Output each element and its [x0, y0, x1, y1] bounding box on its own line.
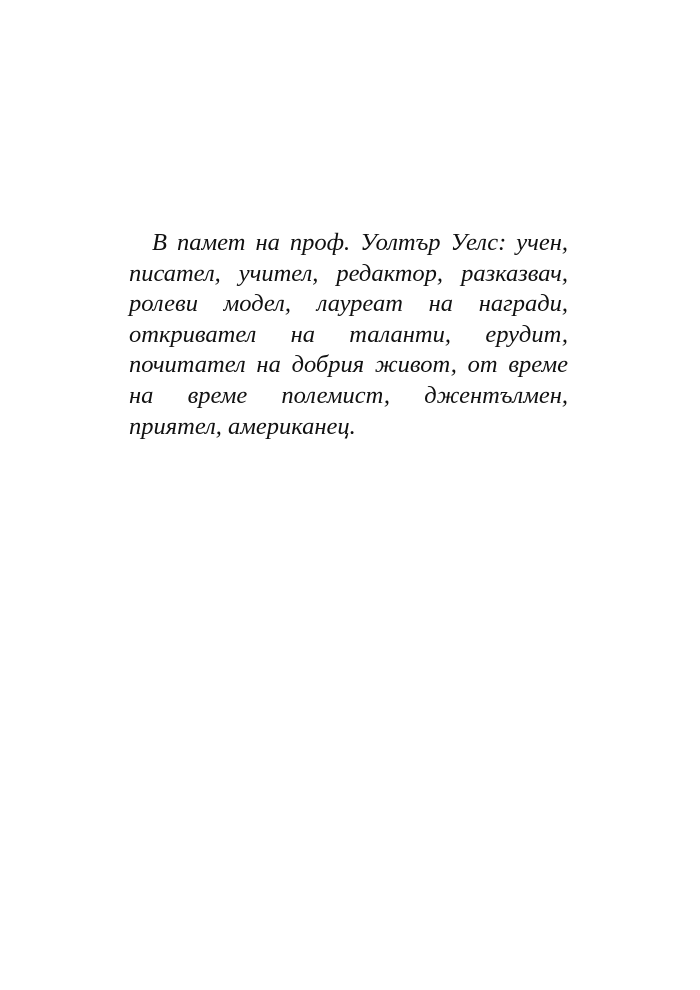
- dedication-line: на време полемист, джентълмен,: [129, 381, 568, 409]
- dedication-paragraph: [129, 228, 568, 442]
- dedication-line: ролеви модел, лауреат на награди,: [129, 290, 568, 318]
- dedication-line: В памет на проф. Уолтър Уелс: учен,: [152, 229, 568, 256]
- dedication-line: писател, учител, редактор, разказвач,: [129, 259, 568, 287]
- dedication-line: приятел, американец.: [129, 412, 356, 440]
- dedication-line: почитател на добрия живот, от време: [129, 351, 568, 379]
- dedication-line: откривател на таланти, ерудит,: [129, 320, 568, 348]
